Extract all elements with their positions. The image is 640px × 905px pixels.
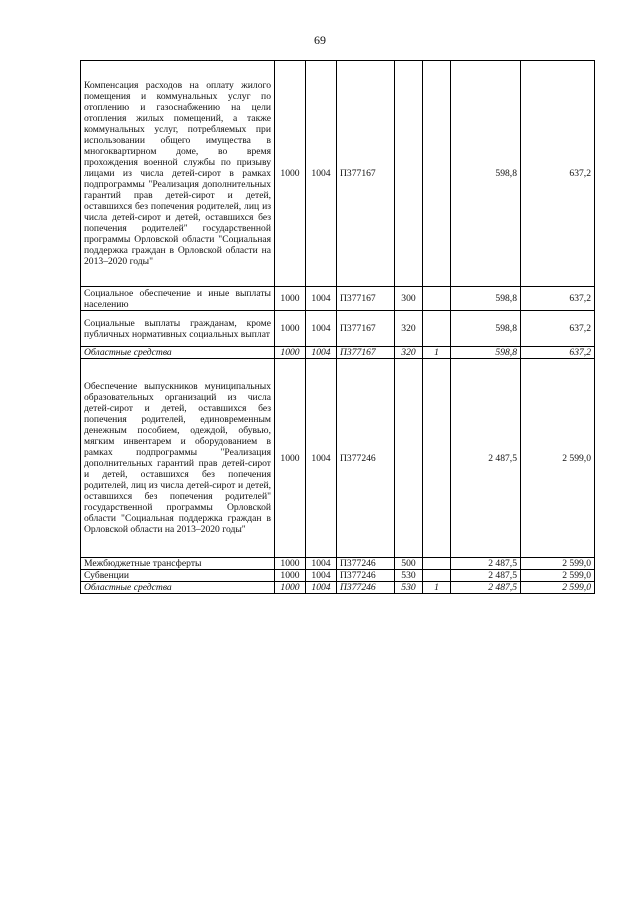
row-value-1: 598,8 — [451, 311, 521, 347]
row-value-2: 637,2 — [521, 61, 595, 287]
budget-table — [80, 60, 595, 594]
row-source: 1 — [423, 347, 451, 359]
row-value-2: 2 599,0 — [521, 558, 595, 570]
row-expense-type: 300 — [395, 287, 423, 311]
row-expense-type: 530 — [395, 570, 423, 582]
row-value-2: 2 599,0 — [521, 582, 595, 594]
row-subsection: 1004 — [306, 359, 337, 558]
row-expense-type — [395, 61, 423, 287]
row-section: 1000 — [275, 570, 306, 582]
table-row — [81, 570, 595, 582]
row-expense-type: 500 — [395, 558, 423, 570]
row-name: Областные средства — [81, 582, 275, 594]
row-source — [423, 311, 451, 347]
table-row — [81, 347, 595, 359]
row-expense-type — [395, 359, 423, 558]
row-name: Областные средства — [81, 347, 275, 359]
row-source — [423, 558, 451, 570]
row-value-2: 2 599,0 — [521, 570, 595, 582]
row-name: Обеспечение выпускников муниципальных образовательных организаций из числа детей-сирот и детей, оставшихся без попечения родителей, единовременным денежным пособием, одеждой, обувью, мягким инвентарем и оборудованием в рамках подпрограммы "Реализация дополнительных гарантий прав детей-сирот и детей, оставшихся без попечения родителей, лиц из числа детей-сирот и детей, оставшихся без попечения родителей" государственной программы Орловской области "Социальная поддержка граждан в Орловской области на 2013–2020 годы" — [81, 359, 275, 558]
row-target-article: П377167 — [337, 347, 395, 359]
row-name: Социальные выплаты гражданам, кроме публичных нормативных социальных выплат — [81, 311, 275, 347]
row-source: 1 — [423, 582, 451, 594]
row-value-1: 2 487,5 — [451, 558, 521, 570]
row-subsection: 1004 — [306, 311, 337, 347]
table-row — [81, 311, 595, 347]
row-value-2: 637,2 — [521, 287, 595, 311]
row-section: 1000 — [275, 359, 306, 558]
row-target-article: П377167 — [337, 287, 395, 311]
row-value-1: 2 487,5 — [451, 582, 521, 594]
row-target-article: П377246 — [337, 582, 395, 594]
table-row — [81, 287, 595, 311]
row-expense-type: 320 — [395, 311, 423, 347]
row-source — [423, 570, 451, 582]
row-section: 1000 — [275, 582, 306, 594]
row-value-1: 598,8 — [451, 287, 521, 311]
row-section: 1000 — [275, 347, 306, 359]
table-row — [81, 582, 595, 594]
row-subsection: 1004 — [306, 61, 337, 287]
row-name: Компенсация расходов на оплату жилого помещения и коммунальных услуг по отоплению и газоснабжению на цели отопления жилых помещений, а также коммунальных услуг, потребляемых при использовании общего имущества в многоквартирном доме, во время прохождения военной службы по призыву лицами из числа детей-сирот в рамках подпрограммы "Реализация дополнительных гарантий прав детей-сирот и детей, оставшихся без попечения родителей, лиц из числа детей-сирот и детей, оставшихся без попечения родителей" государственной программы Орловской области "Социальная поддержка граждан в Орловской области на 2013–2020 годы" — [81, 61, 275, 287]
row-subsection: 1004 — [306, 582, 337, 594]
row-value-1: 2 487,5 — [451, 359, 521, 558]
row-subsection: 1004 — [306, 558, 337, 570]
table-row — [81, 61, 595, 287]
row-target-article: П377246 — [337, 359, 395, 558]
row-value-2: 637,2 — [521, 311, 595, 347]
row-subsection: 1004 — [306, 287, 337, 311]
row-target-article: П377167 — [337, 311, 395, 347]
page-number: 69 — [314, 33, 326, 47]
row-section: 1000 — [275, 287, 306, 311]
row-value-1: 598,8 — [451, 347, 521, 359]
row-subsection: 1004 — [306, 347, 337, 359]
row-name: Межбюджетные трансферты — [81, 558, 275, 570]
row-target-article: П377167 — [337, 61, 395, 287]
row-section: 1000 — [275, 558, 306, 570]
table-row — [81, 558, 595, 570]
row-value-1: 2 487,5 — [451, 570, 521, 582]
row-section: 1000 — [275, 61, 306, 287]
row-name: Социальное обеспечение и иные выплаты населению — [81, 287, 275, 311]
row-target-article: П377246 — [337, 570, 395, 582]
row-value-2: 2 599,0 — [521, 359, 595, 558]
row-expense-type: 530 — [395, 582, 423, 594]
row-source — [423, 359, 451, 558]
row-source — [423, 61, 451, 287]
row-value-1: 598,8 — [451, 61, 521, 287]
row-value-2: 637,2 — [521, 347, 595, 359]
row-source — [423, 287, 451, 311]
row-expense-type: 320 — [395, 347, 423, 359]
table-row — [81, 359, 595, 558]
row-name: Субвенции — [81, 570, 275, 582]
row-subsection: 1004 — [306, 570, 337, 582]
row-target-article: П377246 — [337, 558, 395, 570]
row-section: 1000 — [275, 311, 306, 347]
